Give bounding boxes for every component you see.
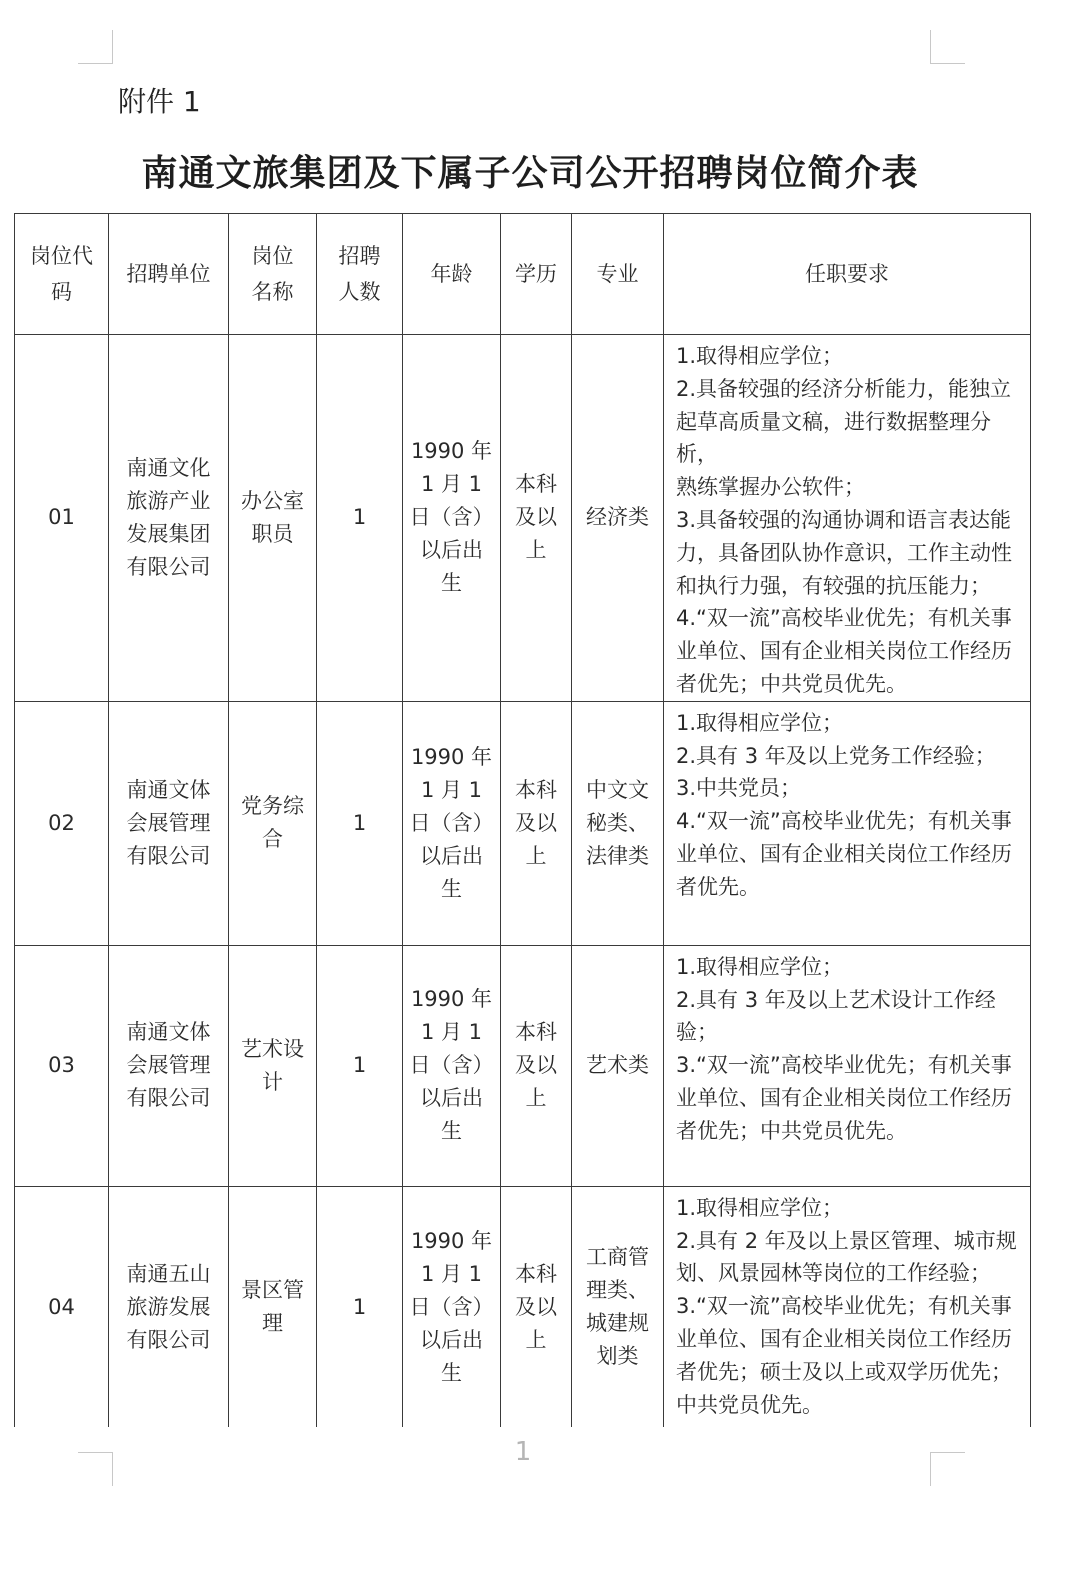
crop-mark-top-left-h [78, 63, 112, 64]
cell-code: 03 [15, 945, 109, 1186]
cell-position: 景区管 理 [229, 1186, 317, 1427]
header-education: 学历 [501, 214, 572, 335]
cell-count: 1 [317, 335, 403, 702]
page-number: 1 [514, 1437, 532, 1467]
cell-unit: 南通文体 会展管理 有限公司 [109, 945, 229, 1186]
table-row [15, 945, 1031, 1186]
cell-age: 1990 年 1 月 1 日（含） 以后出 生 [403, 701, 501, 945]
cell-count: 1 [317, 701, 403, 945]
cell-code: 01 [15, 335, 109, 702]
header-requirements: 任职要求 [664, 214, 1031, 335]
cell-code: 02 [15, 701, 109, 945]
cell-major: 艺术类 [572, 945, 664, 1186]
cell-major: 经济类 [572, 335, 664, 702]
job-table [14, 213, 1031, 1427]
cell-education: 本科 及以 上 [501, 1186, 572, 1427]
cell-requirements: 1.取得相应学位； 2.具备较强的经济分析能力，能独立 起草高质量文稿，进行数据整理分析， 熟练掌握办公软件； 3.具备较强的沟通协调和语言表达能 力，具备团队协作意识，工作主动性 和执行力强，有较强的抗压能力； 4.“双一流”高校毕业优先；有机关事 业单位、国有企业相关岗位工作经历 者优先；中共党员优先。 [664, 335, 1031, 702]
cell-unit: 南通文体 会展管理 有限公司 [109, 701, 229, 945]
cell-education: 本科 及以 上 [501, 701, 572, 945]
cell-position: 党务综 合 [229, 701, 317, 945]
header-code: 岗位代 码 [15, 214, 109, 335]
header-count: 招聘 人数 [317, 214, 403, 335]
annex-label: 附件 1 [118, 85, 201, 118]
header-major: 专业 [572, 214, 664, 335]
cell-unit: 南通五山 旅游发展 有限公司 [109, 1186, 229, 1427]
cell-position: 艺术设 计 [229, 945, 317, 1186]
cell-count: 1 [317, 945, 403, 1186]
cell-code: 04 [15, 1186, 109, 1427]
cell-major: 工商管 理类、 城建规 划类 [572, 1186, 664, 1427]
header-age: 年龄 [403, 214, 501, 335]
header-unit: 招聘单位 [109, 214, 229, 335]
table-header-row [15, 214, 1031, 335]
table-row [15, 335, 1031, 702]
crop-mark-top-left-v [112, 30, 113, 64]
cell-position: 办公室 职员 [229, 335, 317, 702]
cell-major: 中文文 秘类、 法律类 [572, 701, 664, 945]
table-row [15, 701, 1031, 945]
table-row [15, 1186, 1031, 1427]
cell-education: 本科 及以 上 [501, 335, 572, 702]
crop-mark-top-right-v [930, 30, 931, 64]
document-title: 南通文旅集团及下属子公司公开招聘岗位简介表 [141, 153, 919, 194]
cell-education: 本科 及以 上 [501, 945, 572, 1186]
header-position: 岗位 名称 [229, 214, 317, 335]
cell-requirements: 1.取得相应学位； 2.具有 3 年及以上党务工作经验； 3.中共党员； 4.“双一流”高校毕业优先；有机关事 业单位、国有企业相关岗位工作经历 者优先。 [664, 701, 1031, 945]
cell-age: 1990 年 1 月 1 日（含） 以后出 生 [403, 945, 501, 1186]
cell-count: 1 [317, 1186, 403, 1427]
cell-unit: 南通文化 旅游产业 发展集团 有限公司 [109, 335, 229, 702]
cell-requirements: 1.取得相应学位； 2.具有 3 年及以上艺术设计工作经验； 3.“双一流”高校毕业优先；有机关事 业单位、国有企业相关岗位工作经历 者优先；中共党员优先。 [664, 945, 1031, 1186]
cell-age: 1990 年 1 月 1 日（含） 以后出 生 [403, 335, 501, 702]
cell-requirements: 1.取得相应学位； 2.具有 2 年及以上景区管理、城市规 划、风景园林等岗位的工作经验； 3.“双一流”高校毕业优先；有机关事 业单位、国有企业相关岗位工作经历 者优先；硕士及以上或双学历优先； 中共党员优先。 [664, 1186, 1031, 1427]
crop-mark-top-right-h [931, 63, 965, 64]
cell-age: 1990 年 1 月 1 日（含） 以后出 生 [403, 1186, 501, 1427]
